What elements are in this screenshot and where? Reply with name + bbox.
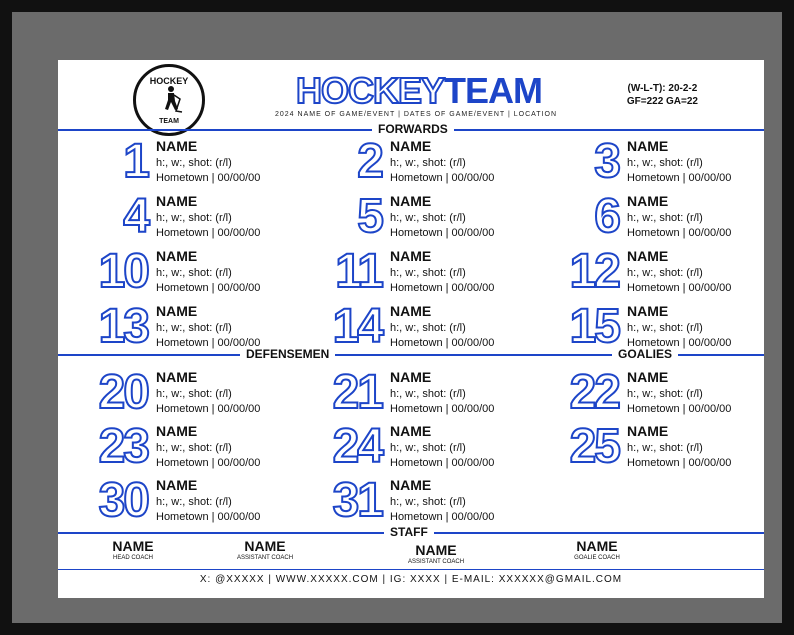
player-name: NAME: [627, 303, 669, 319]
player-stats: h:, w:, shot: (r/l): [156, 212, 232, 224]
hockey-player-icon: [156, 85, 184, 115]
record-wlt: (W-L-T): 20-2-2: [627, 83, 698, 94]
record-goals: GF=222 GA=22: [626, 96, 698, 107]
logo-bottom-text: TEAM: [159, 118, 179, 125]
player-hometown: Hometown | 00/00/00: [627, 172, 732, 184]
player-name: NAME: [390, 138, 432, 154]
jersey-number: 3: [594, 135, 619, 188]
player-name: NAME: [156, 423, 198, 439]
poster-frame: [12, 12, 782, 623]
jersey-number: 4: [123, 190, 148, 243]
staff-member: [230, 538, 300, 562]
jersey-number: 1: [123, 135, 148, 188]
player-stats: h:, w:, shot: (r/l): [627, 157, 703, 169]
player-stats: h:, w:, shot: (r/l): [627, 322, 703, 334]
player-hometown: Hometown | 00/00/00: [390, 337, 495, 349]
player-hometown: Hometown | 00/00/00: [156, 403, 261, 415]
title-outline-word: HOCKEY: [296, 70, 445, 111]
player-stats: h:, w:, shot: (r/l): [390, 157, 466, 169]
player-hometown: Hometown | 00/00/00: [156, 337, 261, 349]
event-subtitle: 2024 NAME OF GAME/EVENT | DATES OF GAME/EVENT | LOCATION: [275, 111, 557, 118]
jersey-number: 6: [594, 190, 619, 243]
jersey-number: 13: [98, 300, 148, 353]
player-hometown: Hometown | 00/00/00: [156, 511, 261, 523]
jersey-number: 11: [335, 245, 382, 298]
player-name: NAME: [156, 138, 198, 154]
player-name: NAME: [156, 248, 198, 264]
player-stats: h:, w:, shot: (r/l): [390, 322, 466, 334]
player-name: NAME: [156, 369, 198, 385]
staff-member: [562, 538, 632, 562]
roster-sheet: [58, 60, 764, 598]
jersey-number: 12: [569, 245, 619, 298]
player-hometown: Hometown | 00/00/00: [627, 227, 732, 239]
player-name: NAME: [390, 303, 432, 319]
jersey-number: 2: [357, 135, 382, 188]
player-stats: h:, w:, shot: (r/l): [156, 322, 232, 334]
player-name: NAME: [390, 369, 432, 385]
forwards-heading: FORWARDS: [372, 122, 454, 136]
jersey-number: 30: [98, 474, 148, 527]
player-stats: h:, w:, shot: (r/l): [390, 388, 466, 400]
player-name: NAME: [627, 423, 669, 439]
player-hometown: Hometown | 00/00/00: [390, 403, 495, 415]
player-name: NAME: [390, 423, 432, 439]
player-stats: h:, w:, shot: (r/l): [156, 157, 232, 169]
jersey-number: 14: [332, 300, 382, 353]
page-title: [296, 70, 543, 112]
player-hometown: Hometown | 00/00/00: [627, 457, 732, 469]
jersey-number: 22: [569, 366, 619, 419]
player-hometown: Hometown | 00/00/00: [156, 172, 261, 184]
staff-role: GOALIE COACH: [574, 555, 620, 561]
jersey-number: 25: [569, 420, 619, 473]
staff-name: NAME: [415, 542, 457, 558]
footer-divider: [58, 569, 764, 570]
player-stats: h:, w:, shot: (r/l): [156, 267, 232, 279]
player-stats: h:, w:, shot: (r/l): [156, 496, 232, 508]
player-name: NAME: [627, 138, 669, 154]
player-name: NAME: [156, 193, 198, 209]
jersey-number: 20: [98, 366, 148, 419]
player-hometown: Hometown | 00/00/00: [390, 511, 495, 523]
staff-member: [396, 542, 476, 566]
player-name: NAME: [156, 477, 198, 493]
player-hometown: Hometown | 00/00/00: [390, 172, 495, 184]
player-hometown: Hometown | 00/00/00: [627, 337, 732, 349]
jersey-number: 5: [357, 190, 382, 243]
goalies-heading: GOALIES: [612, 347, 678, 361]
player-name: NAME: [156, 303, 198, 319]
player-hometown: Hometown | 00/00/00: [390, 227, 495, 239]
logo-top-text: HOCKEY: [149, 76, 189, 86]
player-hometown: Hometown | 00/00/00: [156, 457, 261, 469]
jersey-number: 24: [332, 420, 382, 473]
staff-role: HEAD COACH: [112, 555, 153, 561]
player-hometown: Hometown | 00/00/00: [156, 282, 261, 294]
jersey-number: 21: [332, 366, 382, 419]
jersey-number: 10: [98, 245, 148, 298]
player-hometown: Hometown | 00/00/00: [390, 282, 495, 294]
player-name: NAME: [390, 193, 432, 209]
player-stats: h:, w:, shot: (r/l): [390, 496, 466, 508]
player-stats: h:, w:, shot: (r/l): [156, 442, 232, 454]
staff-member: [98, 538, 168, 562]
player-stats: h:, w:, shot: (r/l): [627, 442, 703, 454]
team-record: [627, 82, 698, 108]
jersey-number: 31: [332, 474, 382, 527]
player-name: NAME: [627, 193, 669, 209]
jersey-number: 23: [98, 420, 148, 473]
player-stats: h:, w:, shot: (r/l): [627, 212, 703, 224]
player-hometown: Hometown | 00/00/00: [390, 457, 495, 469]
player-name: NAME: [390, 477, 432, 493]
player-stats: h:, w:, shot: (r/l): [627, 388, 703, 400]
player-hometown: Hometown | 00/00/00: [156, 227, 261, 239]
staff-name: NAME: [112, 538, 154, 554]
staff-heading: STAFF: [384, 525, 434, 539]
player-name: NAME: [627, 369, 669, 385]
staff-name: NAME: [576, 538, 618, 554]
player-hometown: Hometown | 00/00/00: [627, 403, 732, 415]
title-solid-word: TEAM: [444, 70, 543, 111]
team-logo: [133, 64, 205, 136]
player-stats: h:, w:, shot: (r/l): [390, 267, 466, 279]
contact-footer: X: @XXXXX | WWW.XXXXX.COM | IG: XXXX | E-MAIL: XXXXXX@GMAIL.COM: [199, 574, 623, 585]
player-stats: h:, w:, shot: (r/l): [390, 442, 466, 454]
staff-role: ASSISTANT COACH: [407, 559, 465, 565]
defensemen-heading: DEFENSEMEN: [240, 347, 335, 361]
player-stats: h:, w:, shot: (r/l): [390, 212, 466, 224]
player-name: NAME: [627, 248, 669, 264]
player-stats: h:, w:, shot: (r/l): [156, 388, 232, 400]
staff-role: ASSISTANT COACH: [236, 555, 294, 561]
jersey-number: 15: [569, 300, 619, 353]
player-stats: h:, w:, shot: (r/l): [627, 267, 703, 279]
staff-name: NAME: [244, 538, 286, 554]
player-hometown: Hometown | 00/00/00: [627, 282, 732, 294]
player-name: NAME: [390, 248, 432, 264]
